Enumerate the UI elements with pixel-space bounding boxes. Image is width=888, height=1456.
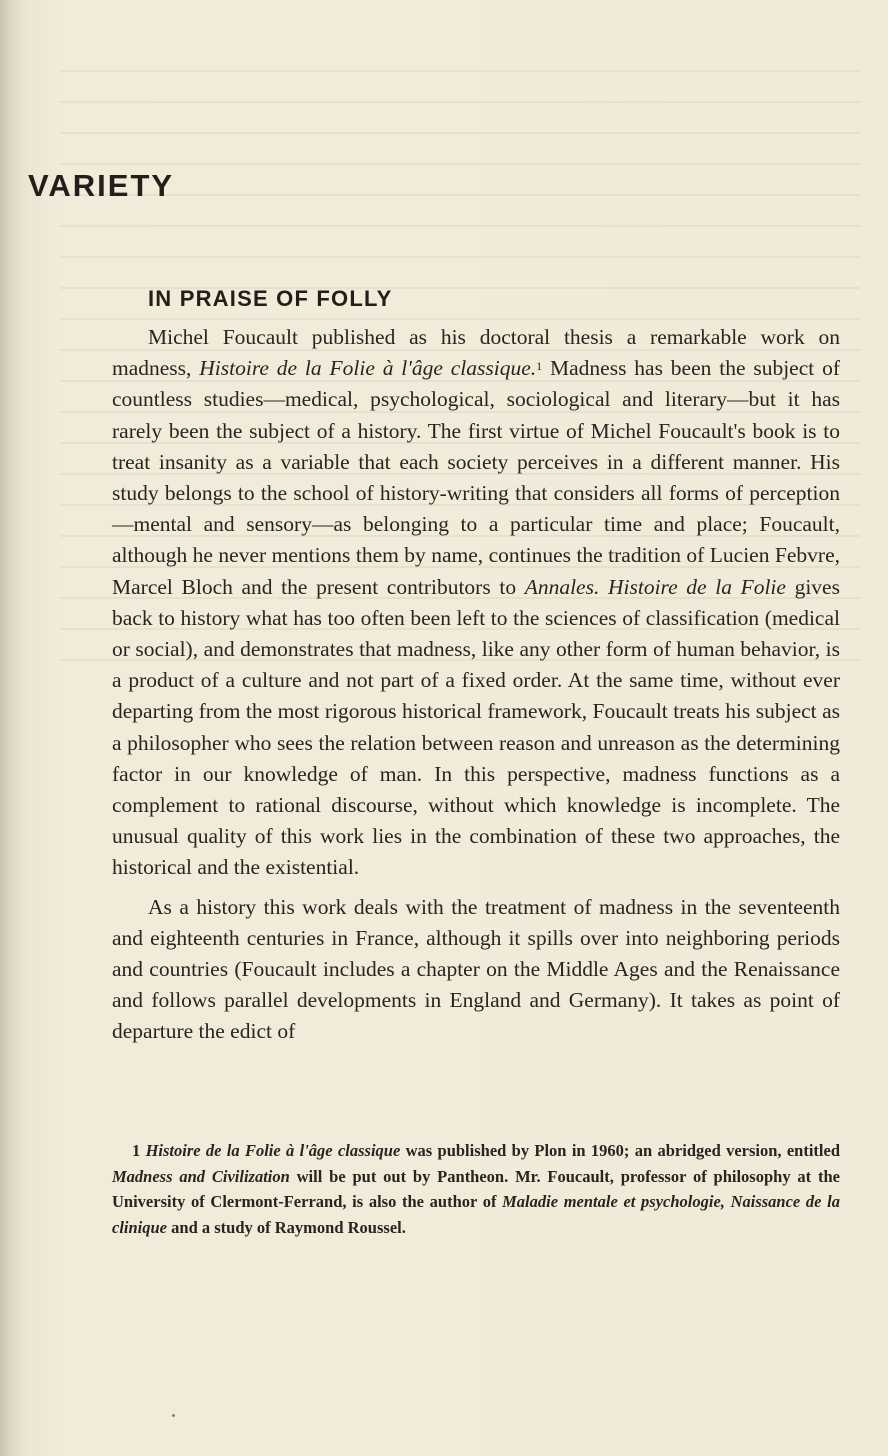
footnote-marker: 1	[536, 359, 543, 374]
italic-text: Annales. Histoire de la Folie	[524, 574, 786, 599]
footnote	[112, 1138, 840, 1240]
text-run: 1	[132, 1141, 146, 1160]
text-run: As a history this work deals with the treatment of madness in the seventeenth and eighteenth centuries in France, although it spills over into neighboring periods and countries (Foucault includes a chapter on the Middle Ages and the Renaissance and follows parallel developments in England and Germany). It takes as point of departure the edict of	[112, 894, 840, 1044]
italic-text: Maladie mentale et psychologie, Naissance de la clinique	[112, 1192, 840, 1237]
article-body	[112, 322, 840, 1048]
section-heading: VARIETY	[28, 168, 175, 203]
text-run: and a study of Raymond Roussel.	[167, 1217, 406, 1237]
body-paragraph	[112, 322, 840, 884]
text-run: gives back to history what has too often been left to the sciences of classification (medical or social), and demonstrates that madness, like any other form of human behavior, is a product of a culture and not part of a fixed order. At the same time, without ever departing from the most rigorous historical framework, Foucault treats his subject as a philosopher who sees the relation between reason and unreason as the determining factor in our knowledge of man. In this perspective, madness functions as a complement to rational discourse, without which knowledge is incomplete. The unusual quality of this work lies in the combination of these two approaches, the historical and the existential.	[112, 574, 840, 880]
page-mark	[172, 1414, 175, 1417]
italic-text: Histoire de la Folie à l'âge classique.	[199, 356, 537, 381]
italic-text: Histoire de la Folie à l'âge classique	[145, 1141, 401, 1160]
article-title: IN PRAISE OF FOLLY	[148, 286, 393, 311]
italic-text: Madness and Civilization	[112, 1166, 290, 1186]
text-run: Madness has been the subject of countless studies—medical, psychological, sociological and literary—but it has rarely been the subject of a history. The first virtue of Michel Foucault's book is to treat insanity as a variable that each society perceives in a different manner. His study belongs to the school of history-writing that considers all forms of perception—mental and sensory—as belonging to a particular time and place; Foucault, although he never mentions them by name, continues the tradition of Lucien Febvre, Marcel Bloch and the present contributors to	[112, 356, 840, 599]
text-run: Michel Foucault published as his doctoral thesis a remarkable work on madness,	[112, 325, 840, 381]
body-paragraph	[112, 892, 840, 1048]
text-run: will be put out by Pantheon. Mr. Foucault, professor of philosophy at the University of Clermont-Ferrand, is also the author of	[112, 1166, 840, 1211]
text-run: was published by Plon in 1960; an abridged version, entitled	[400, 1141, 841, 1160]
